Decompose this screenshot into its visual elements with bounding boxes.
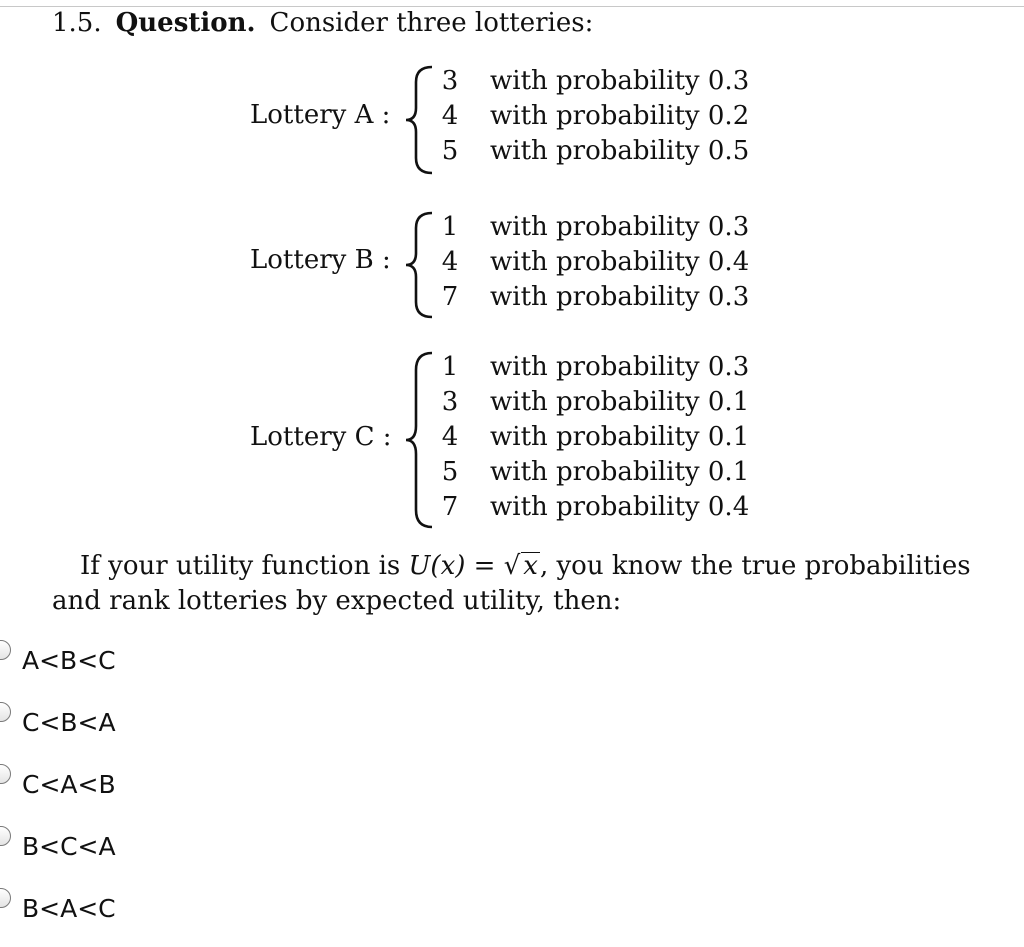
outcome-probability: with probability 0.3: [490, 282, 750, 312]
option-label[interactable]: C<B<A: [22, 708, 116, 737]
outcome-probability: with probability 0.3: [490, 66, 750, 96]
prompt-text-after: , you know the true probabilities and rank lotteries by expected utility, then:: [52, 551, 971, 616]
outcome-probability: with probability 0.5: [490, 136, 750, 166]
option-label[interactable]: B<A<C: [22, 894, 116, 923]
outcome-value: 3: [441, 66, 459, 96]
lottery-label: Lottery B :: [250, 245, 391, 275]
radio-button[interactable]: [0, 764, 11, 784]
option-label[interactable]: C<A<B: [22, 770, 116, 799]
left-brace-icon: [402, 210, 438, 320]
radio-button[interactable]: [0, 888, 11, 908]
question-header: [52, 8, 593, 38]
outcome-probability: with probability 0.2: [490, 101, 750, 131]
lottery-label: Lottery C :: [250, 422, 392, 452]
outcome-value: 4: [441, 101, 459, 131]
radio-button[interactable]: [0, 702, 11, 722]
option-label[interactable]: A<B<C: [22, 646, 116, 675]
radio-button[interactable]: [0, 826, 11, 846]
outcome-probability: with probability 0.3: [490, 352, 750, 382]
lottery-label: Lottery A :: [250, 100, 391, 130]
prompt-text-before: If your utility function is: [80, 551, 409, 581]
option-label[interactable]: B<C<A: [22, 832, 116, 861]
outcome-probability: with probability 0.1: [490, 457, 750, 487]
outcome-value: 5: [441, 457, 459, 487]
top-divider: [0, 6, 1024, 7]
square-root-icon: √: [503, 551, 521, 581]
radio-button[interactable]: [0, 640, 11, 660]
question-intro: Consider three lotteries:: [269, 8, 594, 38]
outcome-value: 1: [441, 212, 459, 242]
left-brace-icon: [402, 350, 438, 530]
outcome-probability: with probability 0.1: [490, 387, 750, 417]
outcome-probability: with probability 0.4: [490, 492, 750, 522]
outcome-value: 4: [441, 422, 459, 452]
outcome-probability: with probability 0.1: [490, 422, 750, 452]
outcome-probability: with probability 0.3: [490, 212, 750, 242]
outcome-value: 4: [441, 247, 459, 277]
outcome-probability: with probability 0.4: [490, 247, 750, 277]
outcome-value: 5: [441, 136, 459, 166]
outcome-value: 3: [441, 387, 459, 417]
question-number: 1.5.: [52, 8, 102, 38]
outcome-value: 7: [441, 282, 459, 312]
question-label: Question.: [115, 8, 256, 38]
outcome-value: 7: [441, 492, 459, 522]
outcome-value: 1: [441, 352, 459, 382]
question-prompt: [52, 549, 972, 619]
left-brace-icon: [402, 64, 438, 176]
radicand: x: [523, 551, 538, 581]
utility-formula: U(x) =: [408, 551, 504, 581]
